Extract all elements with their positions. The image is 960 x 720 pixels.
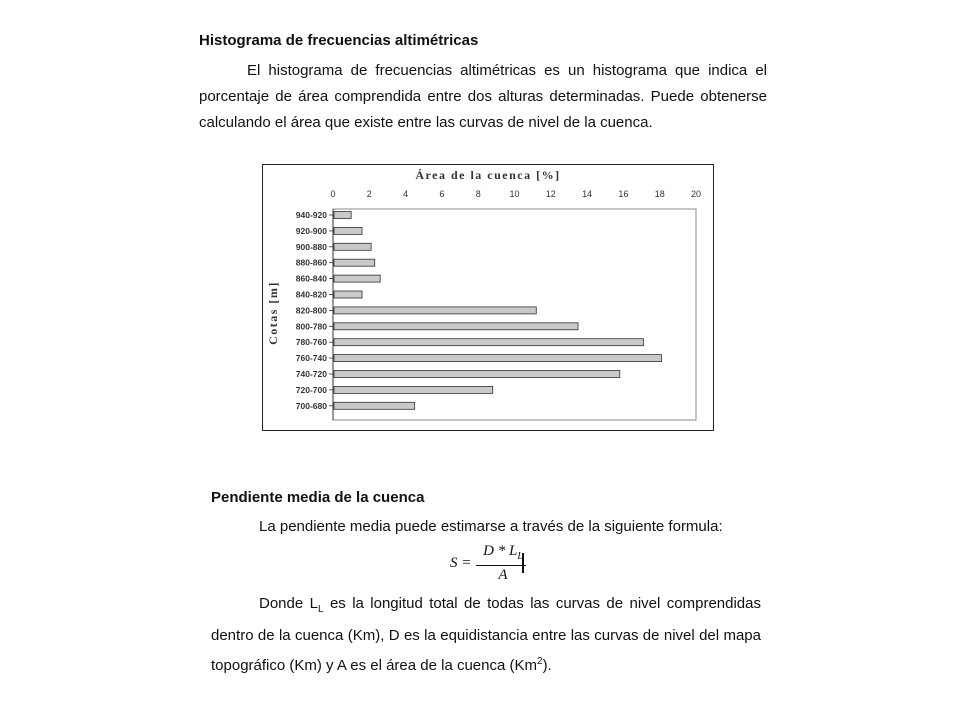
bar bbox=[334, 275, 380, 282]
category-label: 940-920 bbox=[295, 210, 327, 220]
category-label: 720-700 bbox=[295, 384, 327, 395]
x-tick-label: 0 bbox=[330, 189, 336, 199]
x-axis-label: Área de la cuenca [%] bbox=[415, 168, 561, 182]
category-label: 740-720 bbox=[295, 369, 327, 379]
category-label: 820-800 bbox=[295, 305, 327, 316]
section-paragraph-histograma bbox=[199, 58, 767, 136]
section-paragraph-pendiente bbox=[211, 591, 761, 679]
x-tick-label: 10 bbox=[509, 189, 520, 199]
formula-numerator-sub: L bbox=[517, 551, 523, 562]
bar bbox=[334, 212, 351, 219]
formula-denominator: A bbox=[498, 567, 508, 583]
bar bbox=[334, 227, 362, 234]
bar bbox=[334, 307, 536, 314]
x-tick-labels bbox=[330, 189, 701, 199]
text-cursor bbox=[522, 553, 524, 573]
histogram-svg bbox=[263, 165, 715, 432]
category-label: 860-840 bbox=[295, 273, 327, 284]
bar bbox=[334, 339, 643, 346]
paragraph-text: El histograma de frecuencias altimétricas es un histograma que indica el porcentaje de área comprendida entre dos alturas determinadas. Puede obtenerse calculando el área que existe entre las curvas de nivel de la cuenca. bbox=[199, 62, 767, 131]
bar bbox=[334, 259, 375, 266]
bars bbox=[329, 212, 662, 410]
formula-numerator bbox=[478, 543, 528, 562]
bar bbox=[334, 243, 371, 250]
slope-formula bbox=[446, 543, 536, 585]
x-tick-label: 6 bbox=[439, 189, 445, 199]
histogram-chart bbox=[262, 164, 714, 431]
section-intro-pendiente bbox=[211, 514, 771, 540]
bar bbox=[334, 355, 662, 362]
category-label: 900-880 bbox=[295, 241, 327, 252]
y-axis-label: Cotas [m] bbox=[266, 281, 280, 345]
category-label: 760-740 bbox=[295, 353, 327, 364]
category-label: 780-760 bbox=[295, 337, 327, 348]
bar bbox=[334, 402, 415, 409]
para-text-b: es la longitud total de todas las curvas de nivel comprendidas dentro de la cuenca (Km), D es la equidistancia entre las curvas de nivel del mapa topográfico (Km) y A es el área de la cuenca (Km bbox=[211, 595, 761, 674]
x-tick-label: 2 bbox=[366, 189, 372, 199]
category-labels bbox=[296, 210, 327, 411]
para-text-a: Donde L bbox=[259, 595, 318, 612]
x-tick-label: 8 bbox=[475, 189, 481, 199]
category-label: 840-820 bbox=[295, 289, 327, 300]
category-label: 700-680 bbox=[295, 400, 327, 411]
para-sub: L bbox=[317, 604, 324, 615]
para-text-c: ). bbox=[542, 657, 552, 674]
x-tick-label: 12 bbox=[545, 189, 556, 199]
intro-text: La pendiente media puede estimarse a través de la siguiente formula: bbox=[259, 518, 723, 535]
category-label: 880-860 bbox=[295, 257, 327, 268]
x-tick-label: 18 bbox=[654, 189, 665, 199]
formula-lhs: S = bbox=[450, 555, 472, 571]
category-label: 920-900 bbox=[295, 225, 327, 236]
para-sup: 2 bbox=[537, 656, 543, 667]
bar bbox=[334, 386, 493, 393]
bar bbox=[334, 323, 578, 330]
formula-numerator-text: D * L bbox=[483, 543, 518, 559]
x-tick-label: 20 bbox=[690, 189, 702, 199]
x-tick-label: 16 bbox=[618, 189, 629, 199]
x-tick-label: 4 bbox=[403, 189, 409, 199]
section-heading-pendiente: Pendiente media de la cuenca bbox=[211, 489, 425, 506]
bar bbox=[334, 371, 620, 378]
x-tick-label: 14 bbox=[582, 189, 593, 199]
category-label: 800-780 bbox=[295, 321, 327, 332]
section-heading-histograma: Histograma de frecuencias altimétricas bbox=[199, 32, 479, 49]
fraction-bar bbox=[476, 565, 526, 566]
bar bbox=[334, 291, 362, 298]
